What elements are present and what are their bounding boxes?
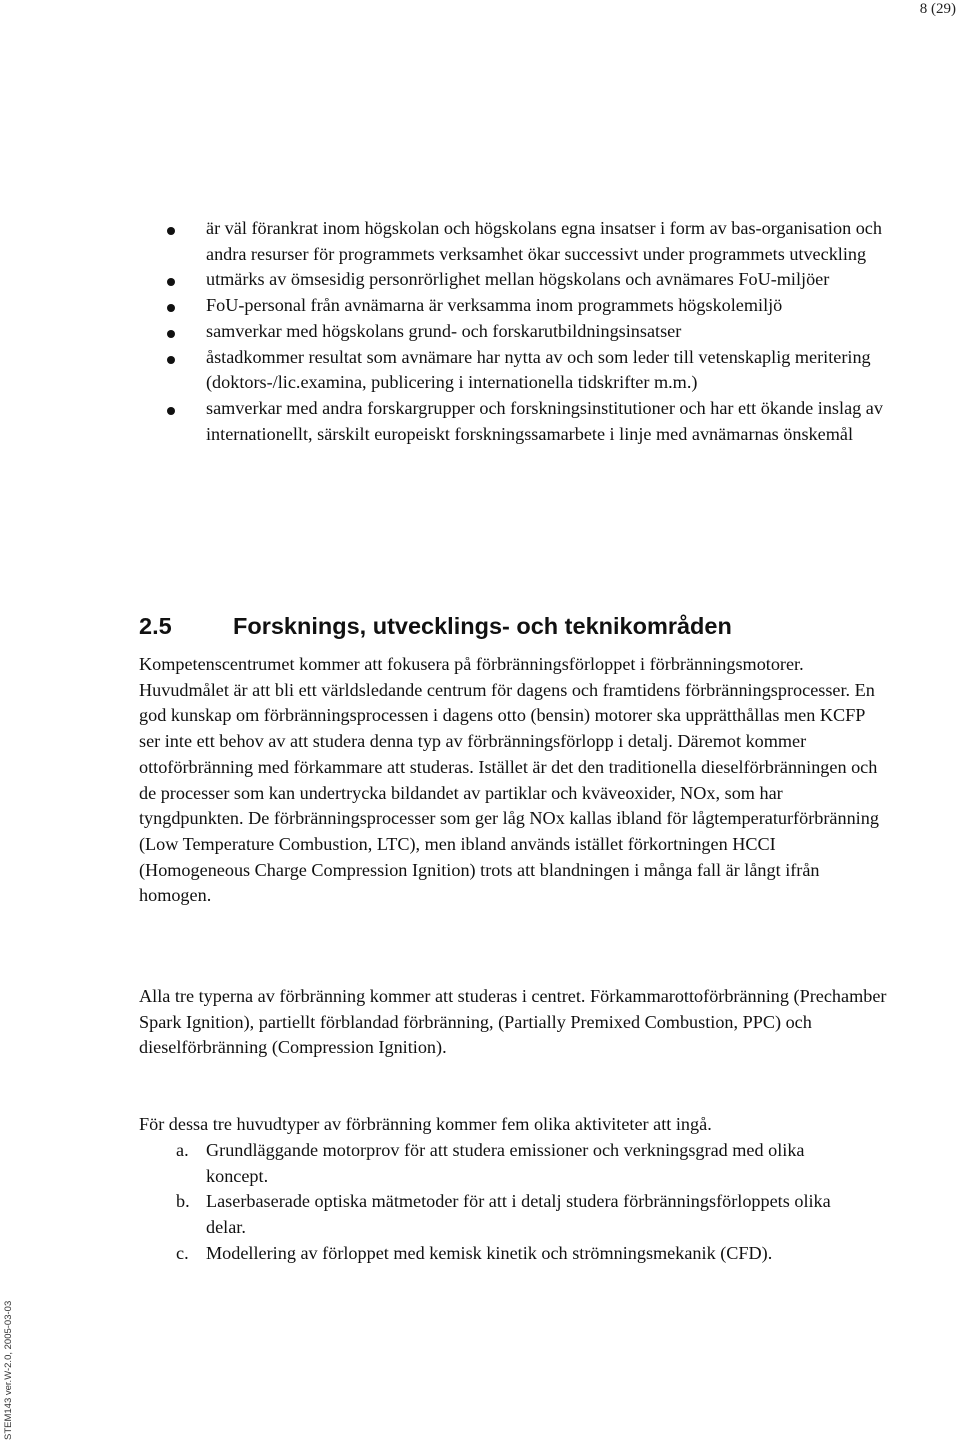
list-item-text: är väl förankrat inom högskolan och högskolans egna insatser i form av bas-organisation och andra resurser för programmets verksamhet ökar successivt under programmets utveckling: [206, 218, 882, 264]
list-item-text: åstadkommer resultat som avnämare har nytta av och som leder till vetenskaplig meritering (doktors-/lic.examina, publicering i internationella tidskrifter m.m.): [206, 346, 871, 393]
bullet-icon: [167, 407, 175, 415]
list-item-text: samverkar med högskolans grund- och forskarutbildningsinsatser: [206, 320, 682, 341]
bullet-icon: [167, 330, 175, 338]
list-item: [0, 267, 960, 293]
list-item: [0, 1189, 846, 1240]
list-marker: a.: [176, 1140, 189, 1160]
activities-list: [0, 1138, 846, 1267]
list-item: [0, 1241, 846, 1267]
list-item: [0, 1138, 846, 1189]
bullet-icon: [167, 304, 175, 312]
list-item-text: FoU-personal från avnämarna är verksamma inom programmets högskolemiljö: [206, 295, 783, 316]
document-version-stamp: STEM143 ver.W-2.0, 2005-03-03: [3, 1300, 14, 1440]
bullet-icon: [167, 278, 175, 286]
list-item-text: utmärks av ömsesidig personrörlighet mellan högskolans och avnämares FoU-miljöer: [206, 269, 830, 290]
criteria-bullet-list: [0, 216, 960, 447]
list-item: [0, 216, 960, 267]
list-item-text: Modellering av förloppet med kemisk kinetik och strömningsmekanik (CFD).: [206, 1242, 773, 1263]
section-heading: [139, 611, 732, 641]
list-item: [0, 319, 960, 345]
bullet-icon: [167, 227, 175, 235]
section-number: 2.5: [139, 613, 172, 639]
body-paragraph-focus: Kompetenscentrumet kommer att fokusera på förbränningsförloppet i förbränningsmotorer. Huvudmålet är att bli ett världsledande centrum för dagens och framtidens förbränningsprocesser. En god kunskap om förbränningsprocessen i dagens otto (bensin) motorer ska upprätthållas men KCFP ser inte ett behov av att studera denna typ av förbränningsförlopp i detalj. Däremot kommer ottoförbränning med förkammare att studeras. Istället är det den traditionella dieselförbränningen och de processer som kan undertrycka bildandet av partiklar och kväveoxider, NOx, som har tyngdpunkten. De förbränningsprocesser som ger låg NOx kallas ibland för lågtemperaturförbränning (Low Temperature Combustion, LTC), men ibland används istället förkortningen HCCI (Homogeneous Charge Compression Ignition) trots att blandningen i många fall är långt ifrån homogen.: [139, 654, 879, 906]
body-paragraph-combustion-types: Alla tre typerna av förbränning kommer att studeras i centret. Förkammarottoförbränning (Prechamber Spark Ignition), partiellt förblandad förbränning, (Partially Premixed Combustion, PPC) och dieselförbränning (Compression Ignition).: [139, 986, 887, 1058]
list-item-text: samverkar med andra forskargrupper och forskningsinstitutioner och har ett ökande inslag av internationellt, särskilt europeiskt forskningssamarbete i linje med avnämarnas önskemål: [206, 397, 883, 444]
bullet-icon: [167, 356, 175, 364]
page-number: 8 (29): [919, 1, 956, 17]
section-title: Forsknings, utvecklings- och teknikområden: [233, 613, 732, 639]
list-item: [0, 396, 960, 447]
body-paragraph-activities-intro: För dessa tre huvudtyper av förbränning kommer fem olika aktiviteter att ingå.: [139, 1114, 712, 1134]
list-marker: b.: [176, 1191, 190, 1212]
list-item-text: Grundläggande motorprov för att studera emissioner och verkningsgrad med olika koncept.: [206, 1140, 805, 1186]
list-marker: c.: [176, 1242, 189, 1263]
list-item-text: Laserbaserade optiska mätmetoder för att i detalj studera förbränningsförloppets olika delar.: [206, 1191, 831, 1238]
list-item: [0, 293, 960, 319]
list-item: [0, 345, 960, 396]
